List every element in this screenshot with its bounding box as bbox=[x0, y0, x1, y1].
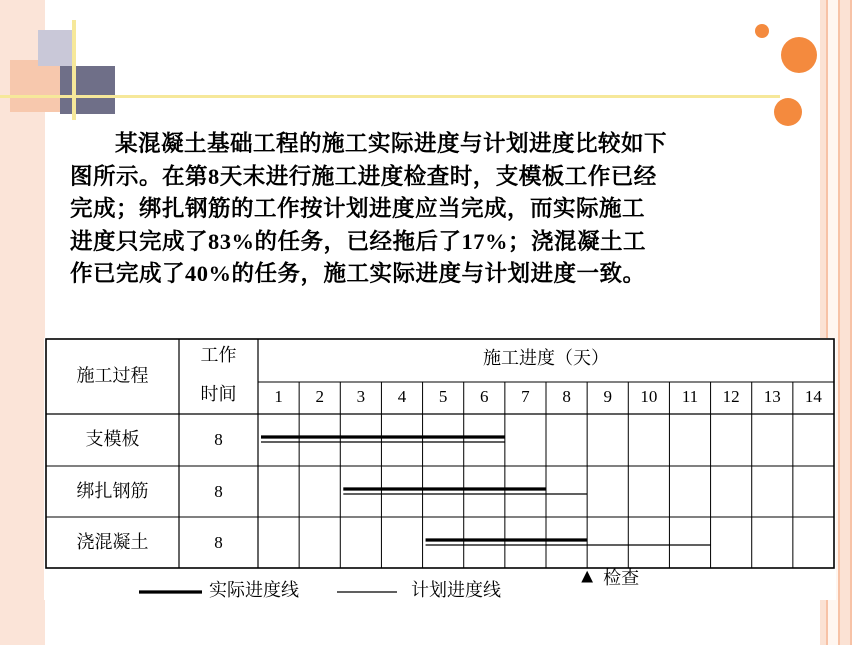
header-progress: 施工进度（天） bbox=[483, 348, 609, 369]
decorative-square bbox=[10, 60, 60, 112]
paragraph-line: 某混凝土基础工程的施工实际进度与计划进度比较如下 bbox=[115, 131, 668, 156]
row-duration: 8 bbox=[214, 481, 223, 501]
day-label: 8 bbox=[562, 386, 571, 406]
paragraph-line: 完成；绑扎钢筋的工作按计划进度应当完成，而实际施工 bbox=[70, 196, 646, 221]
row-duration: 8 bbox=[214, 532, 223, 552]
day-label: 13 bbox=[763, 386, 781, 406]
day-label: 6 bbox=[480, 386, 489, 406]
table-border bbox=[46, 339, 834, 568]
decorative-line bbox=[0, 95, 780, 98]
check-label: 检查 bbox=[603, 568, 640, 589]
day-label: 2 bbox=[315, 386, 324, 406]
row-process-name: 支模板 bbox=[85, 429, 140, 450]
row-duration: 8 bbox=[214, 429, 223, 449]
check-marker-icon: ▲ bbox=[577, 565, 598, 588]
day-label: 5 bbox=[438, 386, 448, 406]
row-process-name: 绑扎钢筋 bbox=[76, 481, 149, 502]
description-paragraph bbox=[70, 128, 810, 291]
decorative-circle-medium bbox=[774, 98, 802, 126]
decorative-circle-small bbox=[755, 24, 769, 38]
schedule-table-container bbox=[44, 338, 836, 600]
header-duration-line1: 工作 bbox=[200, 345, 237, 366]
day-label: 9 bbox=[603, 386, 612, 406]
gantt-schedule-table bbox=[44, 338, 836, 600]
decorative-square bbox=[38, 30, 76, 66]
day-label: 3 bbox=[356, 386, 366, 406]
header-duration-line2: 时间 bbox=[200, 384, 237, 405]
row-process-name: 浇混凝土 bbox=[76, 532, 149, 553]
paragraph-line: 图所示。在第8天末进行施工进度检查时，支模板工作已经 bbox=[70, 163, 657, 189]
day-label: 10 bbox=[640, 386, 658, 406]
day-label: 1 bbox=[274, 386, 283, 406]
day-label: 7 bbox=[521, 386, 530, 406]
decorative-line bbox=[72, 20, 76, 120]
paragraph-line: 进度只完成了83%的任务，已经拖后了17%；浇混凝土工 bbox=[70, 228, 647, 254]
day-label: 11 bbox=[681, 386, 699, 406]
paragraph-line: 作已完成了40%的任务，施工实际进度与计划进度一致。 bbox=[70, 261, 646, 286]
day-label: 4 bbox=[397, 386, 407, 406]
legend-actual-label: 实际进度线 bbox=[209, 580, 299, 600]
header-process: 施工过程 bbox=[76, 365, 149, 386]
decorative-circle-large bbox=[781, 37, 817, 73]
legend-planned-label: 计划进度线 bbox=[411, 580, 501, 600]
day-label: 14 bbox=[804, 386, 822, 406]
day-label: 12 bbox=[722, 386, 740, 406]
decorative-square bbox=[60, 66, 115, 114]
